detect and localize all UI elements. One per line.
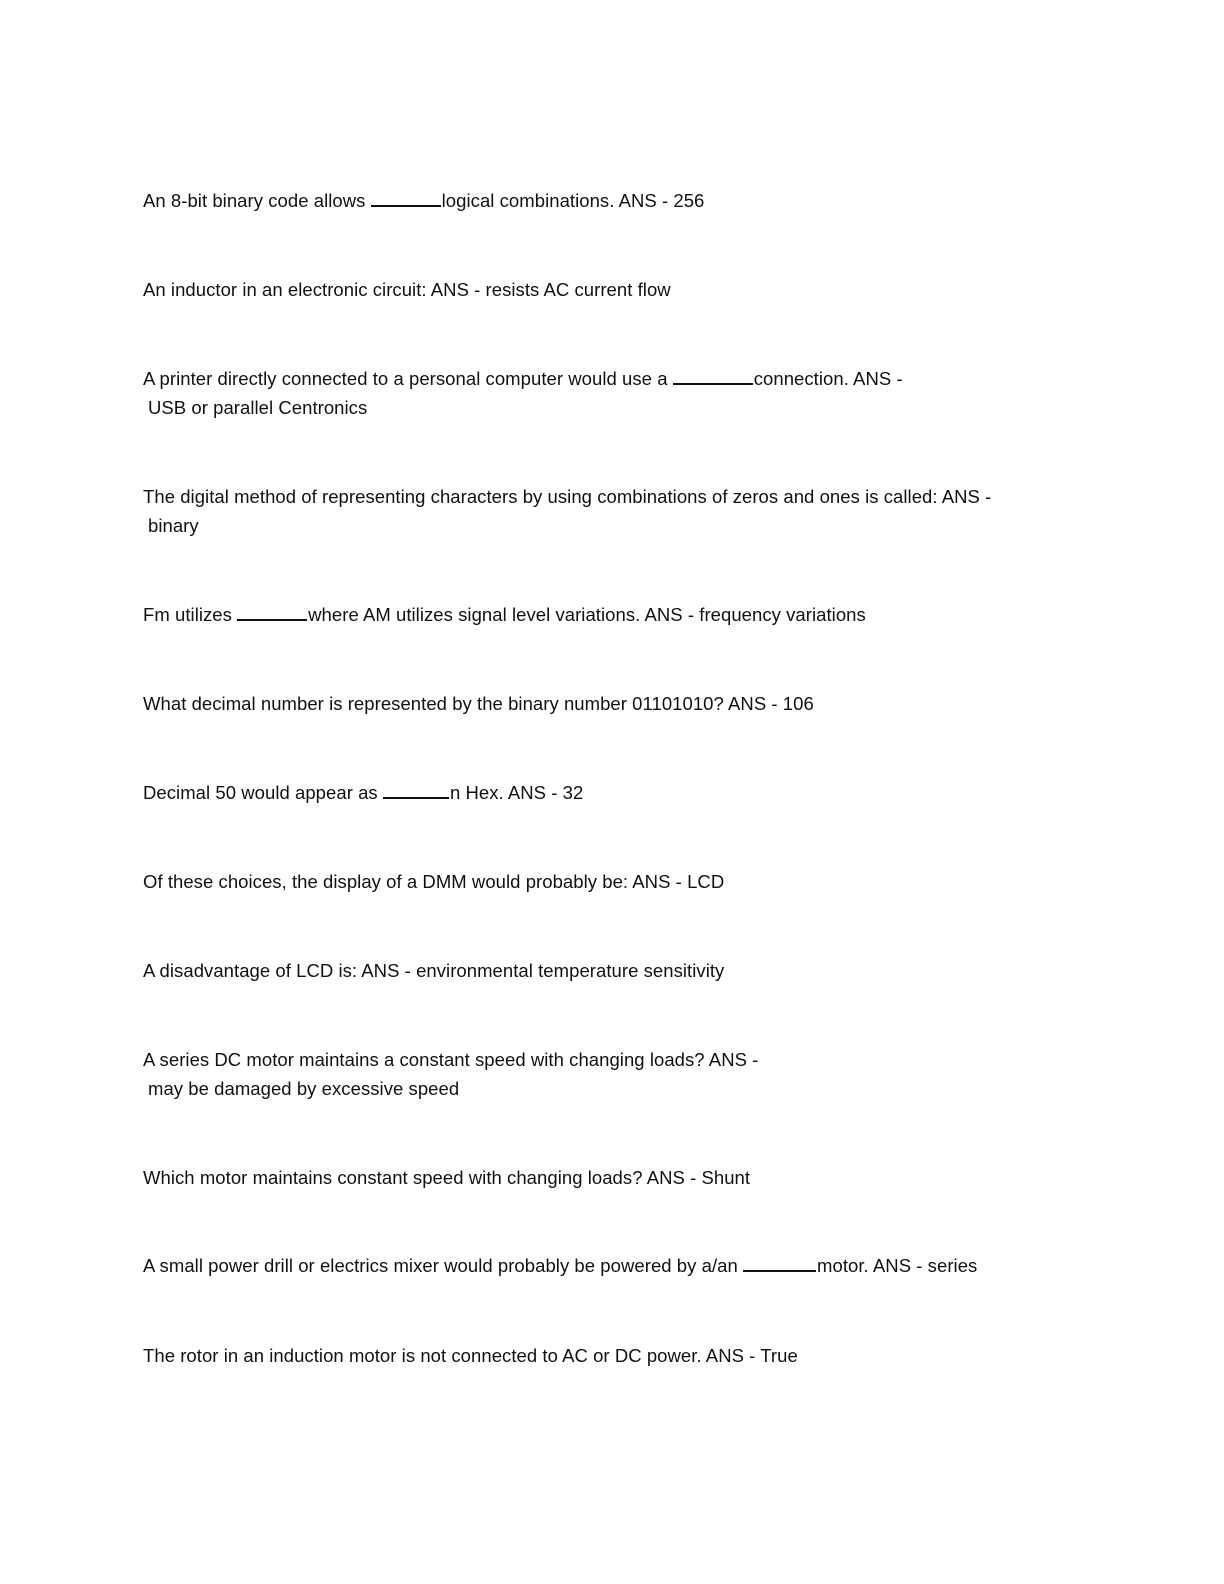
question-3 xyxy=(143,364,1073,422)
question-13 xyxy=(143,1341,1073,1370)
question-3-answer-continued: USB or parallel Centronics xyxy=(148,397,368,418)
question-12-text-after: motor. ANS - series xyxy=(817,1255,978,1276)
question-1 xyxy=(143,186,1073,215)
question-3-text-before: A printer directly connected to a personal computer would use a xyxy=(143,368,673,389)
question-7-text-before: Decimal 50 would appear as xyxy=(143,782,383,803)
question-4-answer-continued: binary xyxy=(148,515,199,536)
fill-in-blank xyxy=(237,601,307,621)
question-12 xyxy=(143,1251,1073,1280)
fill-in-blank xyxy=(743,1252,816,1272)
question-2-text: An inductor in an electronic circuit: ANS - resists AC current flow xyxy=(143,279,671,300)
question-13-text: The rotor in an induction motor is not connected to AC or DC power. ANS - True xyxy=(143,1345,798,1366)
question-1-text-before: An 8-bit binary code allows xyxy=(143,190,371,211)
question-8-text: Of these choices, the display of a DMM would probably be: ANS - LCD xyxy=(143,871,725,892)
question-11 xyxy=(143,1163,1073,1192)
question-10 xyxy=(143,1045,1073,1103)
question-4-text: The digital method of representing characters by using combinations of zeros and ones is called: ANS - xyxy=(143,486,992,507)
question-11-text: Which motor maintains constant speed with changing loads? ANS - Shunt xyxy=(143,1167,751,1188)
question-5-text-before: Fm utilizes xyxy=(143,604,238,625)
question-5 xyxy=(143,600,1073,629)
question-8 xyxy=(143,867,1073,896)
question-4 xyxy=(143,482,1073,540)
fill-in-blank xyxy=(371,187,441,207)
question-1-text-after: logical combinations. ANS - 256 xyxy=(441,190,705,211)
question-3-text-after: connection. ANS - xyxy=(753,368,903,389)
question-10-text: A series DC motor maintains a constant speed with changing loads? ANS - xyxy=(143,1049,759,1070)
question-6 xyxy=(143,689,1073,718)
question-7 xyxy=(143,778,1073,807)
question-2 xyxy=(143,275,1073,304)
question-7-text-after: n Hex. ANS - 32 xyxy=(449,782,584,803)
question-9 xyxy=(143,956,1073,985)
fill-in-blank xyxy=(673,365,753,385)
question-10-answer-continued: may be damaged by excessive speed xyxy=(148,1078,460,1099)
question-5-text-after: where AM utilizes signal level variations. ANS - frequency variations xyxy=(308,604,866,625)
question-12-text-before: A small power drill or electrics mixer would probably be powered by a/an xyxy=(143,1255,744,1276)
question-9-text: A disadvantage of LCD is: ANS - environmental temperature sensitivity xyxy=(143,960,725,981)
question-6-text: What decimal number is represented by the binary number 01101010? ANS - 106 xyxy=(143,693,814,714)
fill-in-blank xyxy=(383,779,449,799)
